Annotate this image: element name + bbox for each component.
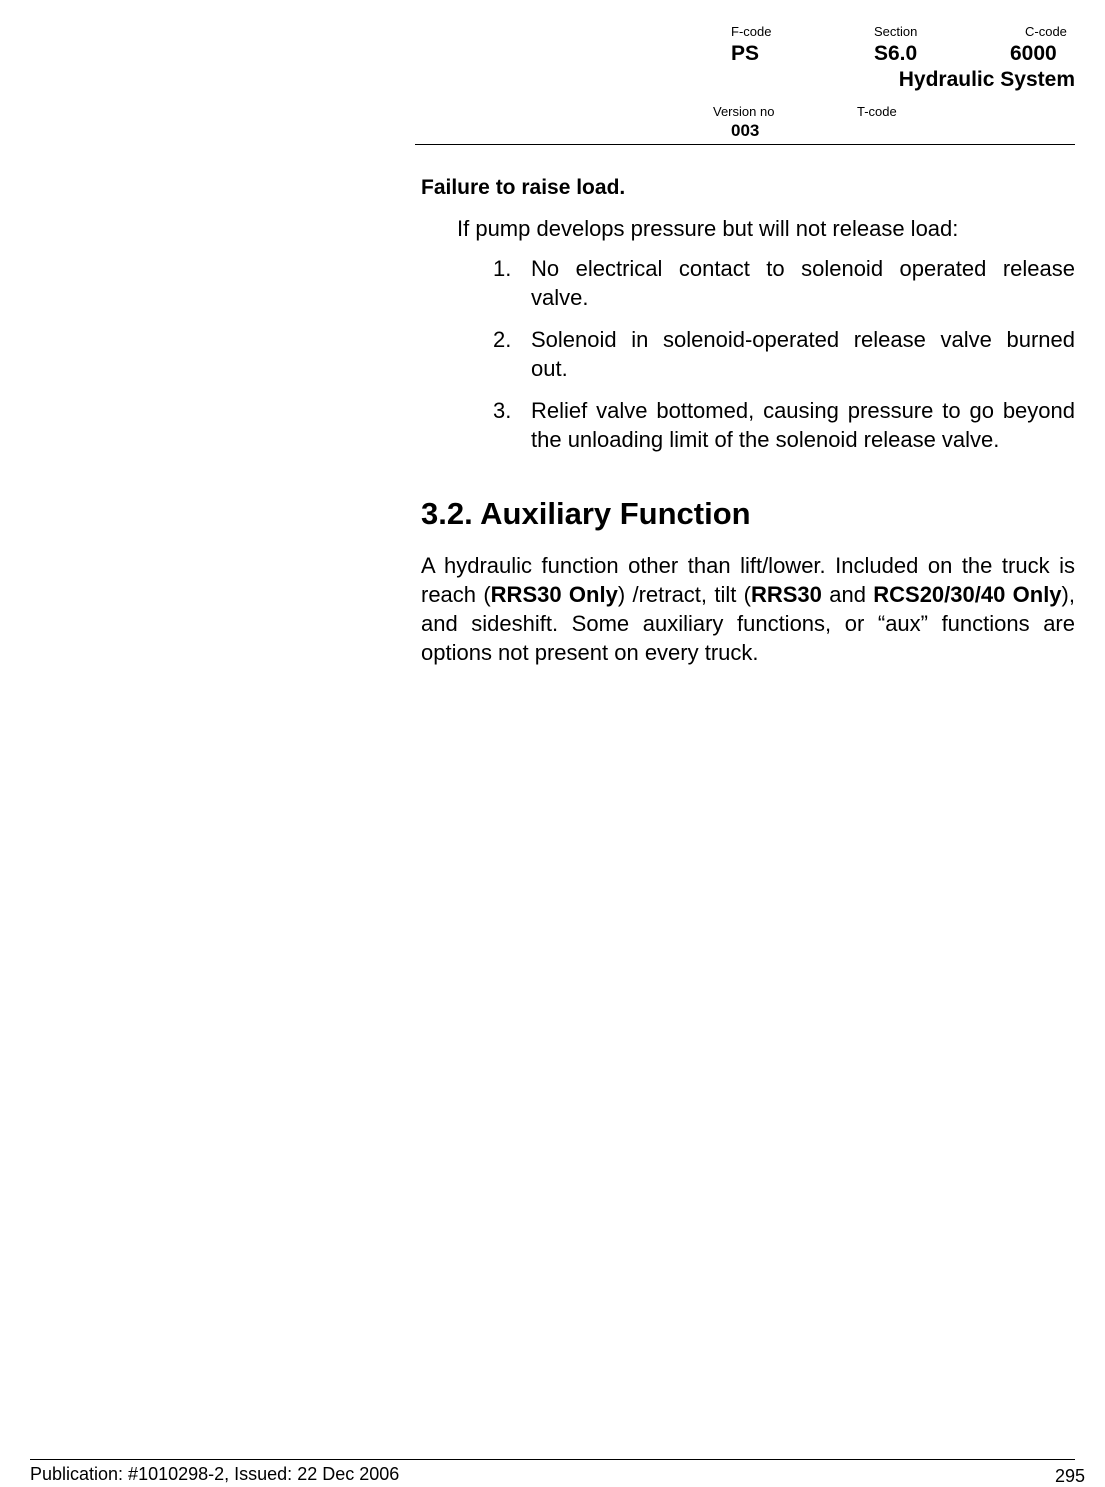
para-text: and: [821, 582, 874, 607]
list-item-text: Solenoid in solenoid-operated release valve burned out.: [531, 327, 1075, 381]
section-title: 3.2. Auxiliary Function: [421, 496, 751, 531]
footer-divider: [30, 1459, 1075, 1460]
ccode-label: C-code: [1025, 24, 1067, 39]
para-text: A hydraulic function other than lift/lower. Included on the truck is reach (: [421, 553, 1075, 607]
fcode-label: F-code: [731, 24, 772, 39]
para-bold-text: RRS30: [750, 582, 822, 607]
para-bold-text: RRS30 Only: [490, 582, 618, 607]
list-item-number: 1.: [493, 256, 512, 281]
system-title: Hydraulic System: [898, 68, 1075, 91]
para-text: ) /retract, tilt (: [617, 582, 751, 607]
intro-text: If pump develops pressure but will not release load:: [457, 216, 959, 241]
header-divider: [415, 144, 1075, 145]
version-value: 003: [731, 121, 760, 140]
list-item-number: 2.: [493, 327, 512, 352]
section-label: Section: [874, 24, 918, 39]
cause-list: [493, 255, 1075, 468]
section-value: S6.0: [874, 42, 918, 65]
version-label: Version no: [713, 104, 775, 119]
subheading: Failure to raise load.: [421, 176, 626, 199]
auxiliary-paragraph: [421, 551, 1075, 667]
publication-info: Publication: #1010298-2, Issued: 22 Dec 2006: [30, 1464, 400, 1484]
list-item-text: No electrical contact to solenoid operated release valve.: [531, 256, 1075, 310]
list-item-text: Relief valve bottomed, causing pressure to go beyond the unloading limit of the solenoid release valve.: [531, 398, 1075, 452]
para-text: ), and sideshift. Some auxiliary functions, or “aux” functions are options not present on every truck.: [421, 582, 1075, 665]
page-number: 295: [1054, 1466, 1085, 1486]
list-item: [493, 397, 1075, 454]
list-item: [493, 326, 1075, 383]
tcode-label: T-code: [857, 104, 897, 119]
para-bold-text: RCS20/30/40 Only: [873, 582, 1062, 607]
fcode-value: PS: [731, 42, 760, 65]
list-item: [493, 255, 1075, 312]
list-item-number: 3.: [493, 398, 512, 423]
ccode-value: 6000: [1010, 42, 1057, 65]
